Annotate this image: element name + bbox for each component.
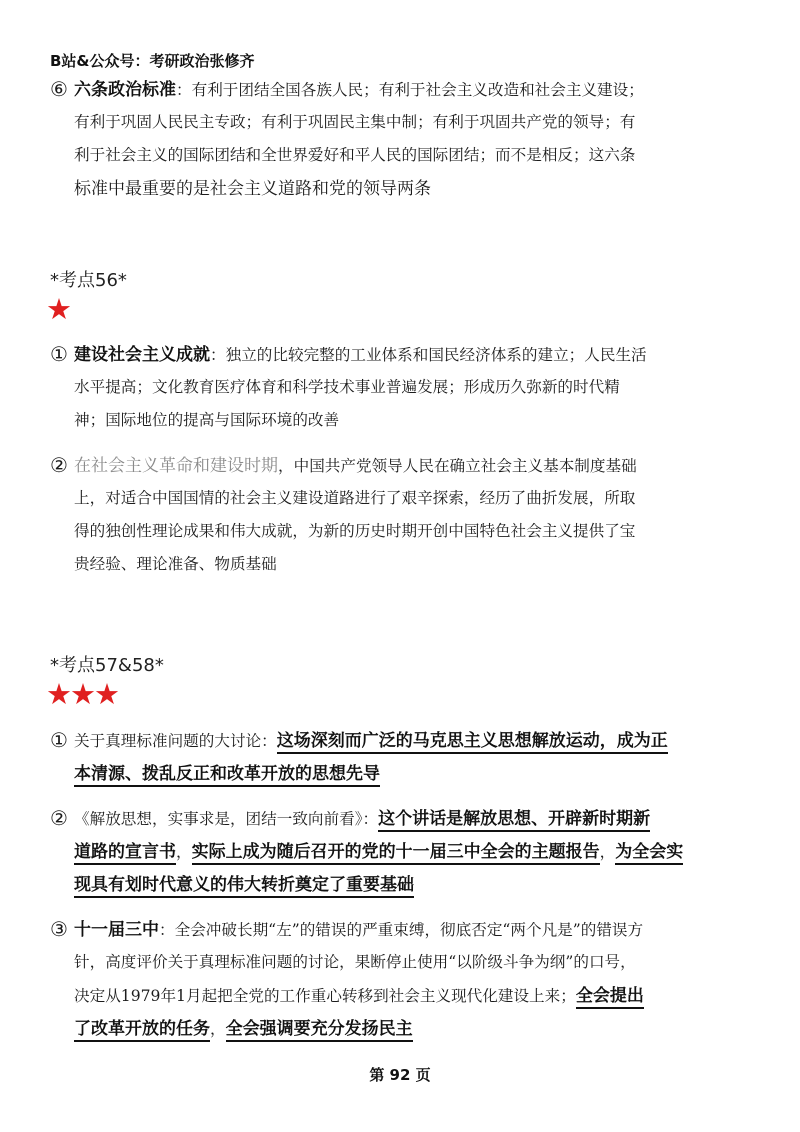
star-rating: ★ — [46, 292, 70, 326]
item-heading: 十一届三中 — [74, 920, 159, 940]
page-number: 第 92 页 — [369, 1066, 431, 1084]
underlined-text: 了改革开放的任务 — [74, 1019, 210, 1042]
item-line — [50, 724, 758, 757]
underlined-text: 这个讲话是解放思想、开辟新时期新 — [378, 809, 650, 832]
item-line — [50, 73, 758, 106]
kaodian-57-58-title: *考点57&58* — [50, 655, 164, 676]
item-text: 《解放思想，实事求是，团结一致向前看》： — [74, 810, 379, 828]
item-text: ，中国共产党领导人民在确立社会主义基本制度基础 — [278, 457, 637, 475]
item-line — [50, 802, 758, 835]
item-truth-criterion — [50, 724, 758, 790]
separator: ， — [599, 843, 616, 861]
item-line — [50, 449, 758, 482]
item-line: 得的独创性理论成果和伟大成就，为新的历史时期开创中国特色社会主义提供了宝 — [74, 522, 636, 540]
item-text: ：全会冲破长期“左”的错误的严重束缚，彻底否定“两个凡是”的错误方 — [159, 921, 644, 939]
item-emancipate-mind — [50, 802, 758, 901]
underlined-text: 全会强调要充分发扬民主 — [226, 1019, 413, 1042]
item-line — [50, 913, 758, 946]
underlined-text: 这场深刻而广泛的马克思主义思想解放运动，成为正 — [277, 731, 668, 754]
item-line: 针，高度评价关于真理标准问题的讨论，果断停止使用“以阶级斗争为纲”的口号， — [74, 953, 636, 971]
star-rating: ★★★ — [46, 677, 118, 711]
item-six-political-standards — [50, 73, 758, 205]
item-socialist-achievements — [50, 338, 758, 437]
item-line — [50, 1012, 758, 1045]
underlined-text: 本清源、拨乱反正和改革开放的思想先导 — [74, 764, 380, 787]
item-line: 水平提高；文化教育医疗体育和科学技术事业普遍发展；形成历久弥新的时代精 — [74, 378, 620, 396]
separator: ， — [210, 1020, 226, 1038]
item-number: ③ — [50, 917, 68, 941]
item-heading: 建设社会主义成就 — [74, 345, 210, 365]
item-line: 贵经验、理论准备、物质基础 — [74, 555, 277, 573]
item-text: 关于真理标准问题的大讨论： — [74, 732, 277, 750]
underlined-text: 现具有划时代意义的伟大转折奠定了重要基础 — [74, 875, 414, 898]
item-text: ：有利于团结全国各族人民；有利于社会主义改造和社会主义建设； — [176, 81, 644, 99]
item-line — [50, 979, 758, 1012]
item-line: 有利于巩固人民民主专政；有利于巩固民主集中制；有利于巩固共产党的领导；有 — [74, 113, 636, 131]
page-header: B站&公众号：考研政治张修齐 — [50, 52, 255, 70]
underlined-text: 为全会实 — [615, 842, 683, 865]
item-text: ：独立的比较完整的工业体系和国民经济体系的建立；人民生活 — [210, 346, 647, 364]
item-line: 神；国际地位的提高与国际环境的改善 — [74, 411, 340, 429]
item-line — [50, 757, 758, 790]
underlined-text: 道路的宣言书 — [74, 842, 176, 865]
underlined-text: 实际上成为随后召开的党的十一届三中全会的主题报告 — [192, 842, 600, 865]
item-number: ② — [50, 806, 68, 830]
item-line: 利于社会主义的国际团结和全世界爱好和平人民的国际团结；而不是相反；这六条 — [74, 146, 636, 164]
item-text: 决定从1979年1月起把全党的工作重心转移到社会主义现代化建设上来； — [74, 987, 576, 1005]
item-third-plenum — [50, 913, 758, 1045]
kaodian-56-title: *考点56* — [50, 270, 127, 291]
item-revolution-period — [50, 449, 758, 581]
item-number: ⑥ — [50, 77, 68, 101]
separator: ， — [176, 843, 192, 861]
item-line: 上，对适合中国国情的社会主义建设道路进行了艰辛探索，经历了曲折发展，所取 — [74, 489, 636, 507]
item-heading: 六条政治标准 — [74, 80, 176, 100]
item-line — [50, 868, 758, 901]
item-text: 标准中最重要的是社会主义道路和党的领导两条 — [74, 179, 431, 199]
item-line — [50, 338, 758, 371]
item-heading-gray: 在社会主义革命和建设时期 — [74, 456, 278, 476]
item-line — [50, 835, 758, 868]
item-line — [50, 172, 758, 205]
item-number: ① — [50, 728, 68, 752]
underlined-text: 全会提出 — [576, 986, 644, 1009]
item-number: ② — [50, 453, 68, 477]
item-number: ① — [50, 342, 68, 366]
